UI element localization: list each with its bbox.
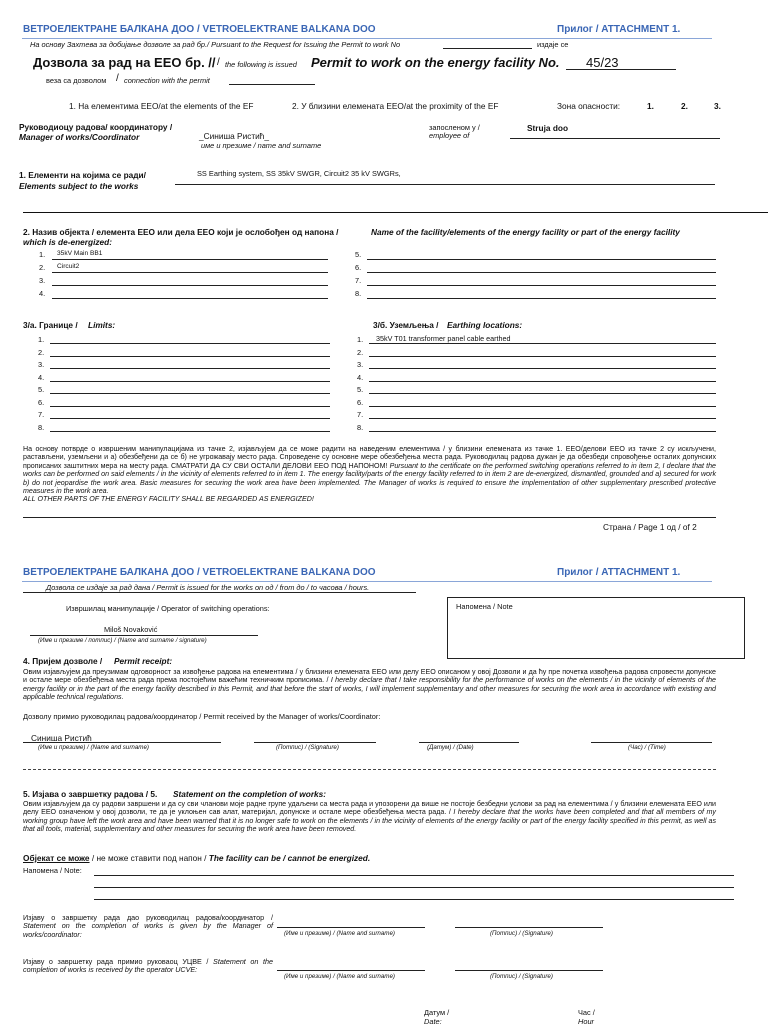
note2-label: Напомена / Note: [23,866,82,875]
operator-label: Извршилац манипулације / Operator of switching operations: [66,604,270,613]
receiver-name: Синиша Ристић [31,733,92,743]
section5-paragraph: Овим изјављујем да су радови завршени и да су сви чланови моје радне групе удаљени са места рада и упозорени да више не постоје безбедни услови за рад на елементима / у близини елемената ЕЕО или делу ЕЕО означеном у овој дозволи, те да је уклоњен сав алат, материјал, допунске и остале мере обезбеђења места рада. / I hereby declare that the works have been completed and that all members of my working group have left the work area and have been warned that it is no longer safe to work on the elements / in the vicinity of elements of the energy facility or part of the energy facility specified in this permit, as well as that all tools, material, supplementary and other measures for securing the work area have been removed. [23,800,716,834]
earthing-title-sr: 3/б. Уземљења / [373,320,439,330]
zone-option-3[interactable]: 3. [714,101,721,111]
zone-option-2[interactable]: 2. [681,101,688,111]
employed-label-sr: запосленом у / [429,123,480,132]
manager-label-en: Manager of works/Coordinator [19,132,140,142]
zone-option-1[interactable]: 1. [647,101,654,111]
declaration-paragraph: На основу потврде о извршеним манипулацијама из тачке 2, изјављујем да се може радити на наведеним елементима / у близини елемената из тачке 1. ЕЕО/делови ЕЕО из тачке 2 су искључени, растављени, уземљени и а) обезбеђени да се б) не угрожавају место рада. Спроведене су основне мере обезбеђења места рада. Руководилац радова дужан је да обезбеди спровођење осталих допунских прописаних заштитних мера на месту рада. СМАТРАТИ ДА СУ СВИ ОСТАЛИ ДЕЛОВИ ЕЕО ПОД НАПОНОМ! Pursuant to the certificate on the performed switching operations referred to in item 2, I declare that the works can be performed on said elements / in the vicinity of elements referred to in item 1. The energy facility/parts of the energy facility referred to in item 2 are de-energized, dismantled, grounded and a) secured for work b) do not jeopardise the work area. Basic measures for securing the work area have been implemented. The Manager of works is required to ensure the implementation of other supplementary prescribed protective measures in the work area. ALL OTHER PARTS OF THE ENERGY FACILITY SHALL BE REGARDED AS ENERGIZED! [23,445,716,504]
section4-title-en: Permit receipt: [114,656,173,666]
section2-title-sr: 2. Назив објекта / елемента ЕЕО или дела ЕЕО који је ослобођен од напона / [23,227,339,237]
elements-label-en: Elements subject to the works [19,181,139,191]
zone-item-1: 1. На елементима ЕЕО/at the elements of the EF [69,101,254,111]
issued-line: Дозвола се издаје за рад дана / Permit is issued for the works on од / from до / to часова / hours. [46,583,370,592]
operator-caption: (Име и презиме / потпис) / (Name and surname / signature) [38,637,207,644]
zone-label: Зона опасности: [557,101,621,111]
company-header-2: ВЕТРОЕЛЕКТРАНЕ БАЛКАНА ДОО / VETROELEKTRANE BALKANA DOO [23,567,376,578]
permit-title-en: Permit to work on the energy facility No. [311,55,560,70]
name-caption: име и презиме / name and surname [201,141,322,150]
section2-title-en: Name of the facility/elements of the energy facility or part of the energy facility [371,227,680,237]
connection-label-en: connection with the permit [124,76,210,85]
elements-value: SS Earthing system, SS 35kV SWGR, Circuit2 35 kV SWGRs, [197,169,401,178]
hour-label-en: Hour [578,1017,595,1026]
note-box[interactable] [447,597,745,659]
section4-title-sr: 4. Пријем дозволе / [23,656,103,666]
limits-title-en: Limits: [88,320,116,330]
statement1-label: Изјаву о завршетку рада дао руководилац радова/координатор / Statement on the completion of works is given by the Manager of works/coordinator: [23,913,273,939]
manager-label-sr: Руководиоцу радова/ координатору / [19,122,173,132]
received-line: Дозволу примио руководилац радова/координатор / Permit received by the Manager of works/Coordinator: [23,712,381,721]
date-label-en: Date: [424,1017,442,1026]
section4-paragraph: Овим изјављујем да преузимам одговорност за извођење радова на елементима / у близини елемената ЕЕО или делу ЕЕО описаном у овој Дозволи и да ћу пре почетка извођења радова спровести допунске и остале мере обезбеђења места рада према постојећим важећим техничким прописима. / I hereby declare that I take responsibility for the performance of works on the elements / in the vicinity of elements of the energy facility or in the part of the energy facility described in this Permit, and that before the start of works, I will implement supplementary and other measures for securing the work area in accordance with existing and applicable technical regulations. [23,668,716,702]
section5-title-sr: 5. Изјава о завршетку радова / 5. [23,789,158,799]
section2-title-en-2: which is de-energized: [23,237,112,247]
zone-item-2: 2. У близини елемената ЕЕО/at the proximity of the EF [292,101,499,111]
attachment-label: Прилог / ATTACHMENT 1. [557,24,681,35]
company-header: ВЕТРОЕЛЕКТРАНЕ БАЛКАНА ДОО / VETROELEKTRANE BALKANA DOO [23,24,376,35]
permit-following: the following is issued [225,60,297,69]
note-label: Напомена / Note [456,602,513,611]
permit-number: 45/23 [586,55,619,70]
date-label-sr: Датум / [424,1008,450,1017]
section5-title-en: Statement on the completion of works: [173,789,327,799]
limits-title-sr: 3/а. Границе / [23,320,78,330]
employer-name: Struja doo [527,123,569,133]
operator-name: Miloš Novaković [104,625,158,634]
request-issued: издаје се [537,40,569,49]
earthing-title-en: Earthing locations: [447,320,523,330]
hour-label-sr: Час / [578,1008,595,1017]
manager-name: _Синиша Ристић_ [199,131,270,141]
elements-label-sr: 1. Елементи на којима се ради/ [19,170,146,180]
page-number: Страна / Page 1 од / of 2 [603,522,697,532]
statement2-label: Изјаву о завршетку рада примио руковаоц УЦВЕ / Statement on the completion of works is received by the operator UCVE: [23,957,274,975]
permit-title-sr: Дозвола за рад на ЕЕО бр. // [33,55,216,70]
deenergized-item-1: 35kV Main BB1 [57,250,103,257]
deenergized-item-2: Circuit2 [57,263,80,270]
attachment-label-2: Прилог / ATTACHMENT 1. [557,567,681,578]
request-line: На основу Захтева за добијање дозволе за рад бр./ Pursuant to the Request for Issuing the Permit to work No [30,40,401,49]
facility-status[interactable]: Објекат се може / не може ставити под напон / The facility can be / cannot be energized. [23,853,371,863]
earthing-item-1: 35kV T01 transformer panel cable earthed [376,334,511,343]
employed-label-en: employee of [429,131,470,140]
connection-label-sr: веза са дозволом [46,76,107,85]
